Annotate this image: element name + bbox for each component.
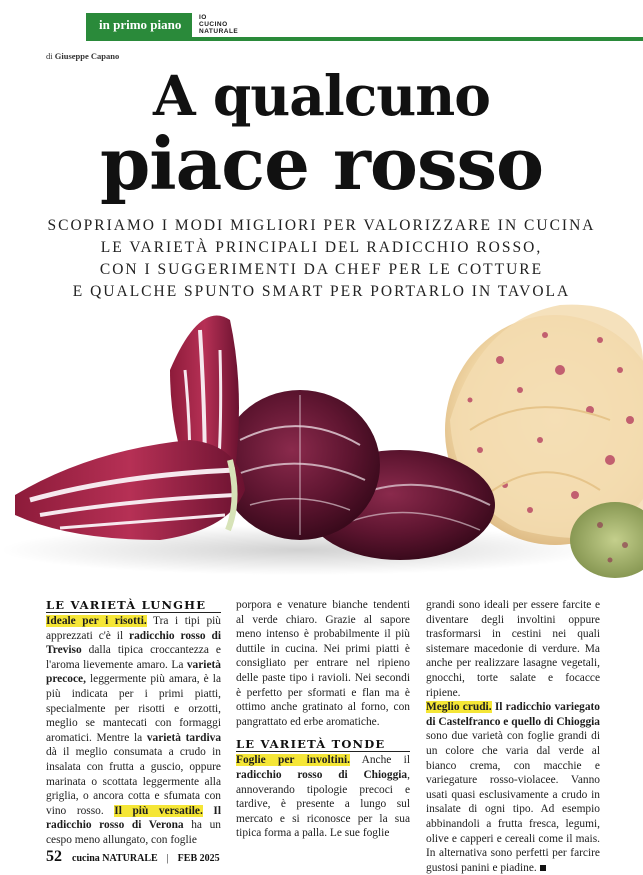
article-column-2 <box>236 598 410 841</box>
radicchio-photo <box>0 300 643 590</box>
highlight-label: Il più versatile. <box>114 804 203 817</box>
page-footer <box>46 848 220 866</box>
text-run: , annoverando tipologie precoci e tardive, è presente a lungo sul mercato e si riconosce per la sua tipica forma a palla. Le sue foglie <box>236 768 410 840</box>
byline <box>46 51 119 61</box>
text-run: Tra i tipi più apprezzati c'è il <box>46 615 221 642</box>
end-mark <box>540 865 546 871</box>
article-column-3 <box>426 598 600 875</box>
author-name: Giuseppe Capano <box>54 51 120 61</box>
treviso-radicchio-lying <box>15 440 245 540</box>
highlight-label: Ideale per i risotti. <box>46 615 147 627</box>
subtitle-line: CON I SUGGERIMENTI DA CHEF PER LE COTTURE <box>99 261 544 278</box>
bold-run: Il radicchio variegato di Castelfranco e quello di Chioggia <box>426 701 601 728</box>
paragraph <box>236 753 410 841</box>
paragraph <box>46 614 221 848</box>
subtitle-line: E QUALCHE SPUNTO SMART PER PORTARLO IN TAVOLA <box>72 283 571 300</box>
logo-line: IO <box>199 14 207 21</box>
paragraph <box>426 598 600 700</box>
text-run: ha un cespo meno allungato, con foglie <box>46 819 221 846</box>
bold-run: radicchio rosso di Treviso <box>46 629 221 657</box>
header-rule <box>86 37 643 41</box>
magazine-name: cucina NATURALE <box>72 853 158 864</box>
section-tab <box>86 13 192 37</box>
verona-radicchio <box>220 390 380 540</box>
text-run: dalla tipica croccantezza e l'aroma lievemente amaro. La <box>46 644 221 671</box>
text-run: grandi sono ideali per essere farcite e diventare degli involtini oppure trasformarsi in cestini nei quali sistemare macedonie di verdure. Ma anche per realizzare lasagne vegetali, gnocchi, torte salate e focacce ripiene. <box>426 599 600 699</box>
subtitle <box>30 215 613 303</box>
byline-prefix: di <box>46 51 53 61</box>
logo-line: NATURALE <box>199 28 239 35</box>
title-line-2: piace rosso <box>99 121 544 206</box>
text-run: sono due varietà con foglie grandi di un colore che varia dal verde al bianco crema, con macchie e variegature rosso-violacee. Vanno usati quasi esclusivamente a crudo in insalate di ogni tipo. Ad esempio abbinandoli a frutta fresca, legumi, olive e capperi e cereali come il mais. In alternativa sono perfetti per farcire gustosi panini e piadine. <box>426 730 600 874</box>
bold-run: radicchio rosso di Chioggia <box>236 768 408 781</box>
paragraph <box>236 598 410 729</box>
bold-run: varietà tardiva <box>146 731 222 744</box>
bold-run: varietà precoce, <box>46 658 221 686</box>
highlight-label: Meglio crudi. <box>426 701 492 714</box>
section-label: in primo piano <box>99 17 182 32</box>
text-run: Anche il <box>349 754 410 767</box>
article-column-1 <box>46 598 221 848</box>
footer-separator: | <box>166 853 169 864</box>
magazine-logo <box>199 14 238 35</box>
highlight-label: Foglie per involtini. <box>236 754 350 767</box>
title-line-1: A qualcuno <box>153 63 490 128</box>
text-run: porpora e venature bianche tendenti al verde chiaro. Grazie al sapore meno intenso è probabilmente il più duttile in cucina. Nei primi piatti è consigliato per entrare nel ripieno delle paste tipo i ravioli. Nei secondi è perfetto per sformati e flan ma è ottimo anche gratinato al forno, con pangrattato ed erbe aromatiche. <box>236 599 410 728</box>
bold-run: Il radicchio rosso di Verona <box>46 804 222 832</box>
logo-line: CUCINO <box>199 21 228 28</box>
page-number: 52 <box>46 848 62 865</box>
section-heading-long: LE VARIETÀ LUNGHE <box>46 598 221 613</box>
text-run: dà il meglio consumata a crudo in insalata con frutta a guscio, oppure marinata o scottata leggermente alla griglia, o ancora cotta e sfumata con vino rosso. <box>46 746 221 817</box>
section-heading-round: LE VARIETÀ TONDE <box>236 737 410 752</box>
text-run: leggermente più amara, è la più indicata per i primi piatti, specialmente per risotti e orzotti, meglio se mantecati con formaggi aromatici. Mentre la <box>46 673 221 744</box>
paragraph <box>426 700 600 875</box>
subtitle-line: SCOPRIAMO I MODI MIGLIORI PER VALORIZZARE IN CUCINA <box>47 217 596 234</box>
subtitle-line: LE VARIETÀ PRINCIPALI DEL RADICCHIO ROSSO, <box>100 239 543 256</box>
issue-date: FEB 2025 <box>177 853 220 864</box>
